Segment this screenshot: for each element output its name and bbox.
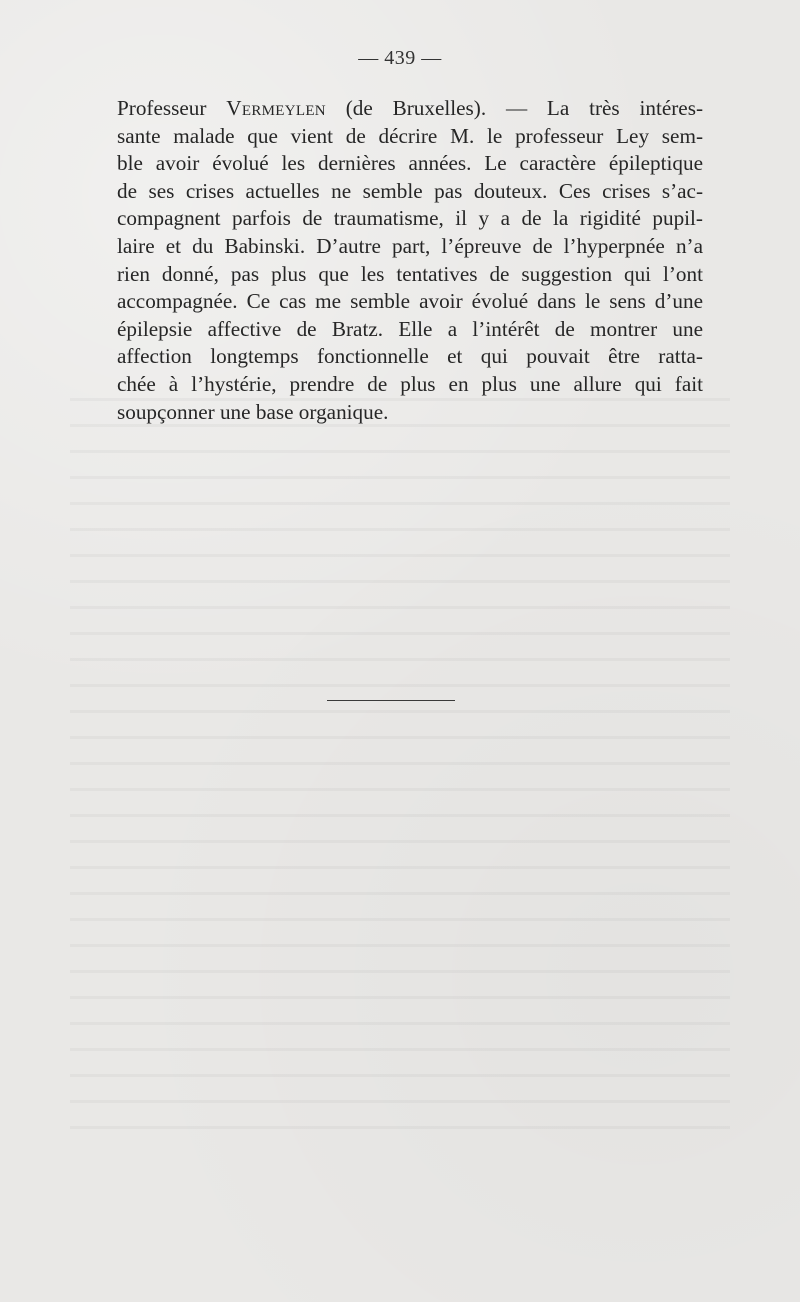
text-line: Professeur Vermeylen (de Bruxelles). — La très intéres- bbox=[117, 96, 704, 120]
page-number: — 439 — bbox=[358, 47, 442, 69]
text-line: accompagnée. Ce cas me semble avoir évolué dans le sens d’une bbox=[117, 289, 703, 314]
text-line: compagnent parfois de traumatisme, il y a de la rigidité pupil- bbox=[117, 206, 703, 231]
text-line: de ses crises actuelles ne semble pas douteux. Ces crises s’ac- bbox=[117, 178, 703, 203]
text-line: chée à l’hystérie, prendre de plus en plus une allure qui fait bbox=[117, 371, 703, 396]
text-line: épilepsie affective de Bratz. Elle a l’intérêt de montrer une bbox=[117, 316, 703, 341]
body-paragraph bbox=[82, 95, 703, 426]
text-line: ble avoir évolué les dernières années. Le caractère épileptique bbox=[117, 151, 703, 176]
text-line: laire et du Babinski. D’autre part, l’épreuve de l’hyperpnée n’a bbox=[117, 233, 703, 258]
text-line: affection longtemps fonctionnelle et qui pouvait être ratta- bbox=[117, 344, 703, 369]
author-name: Vermeylen bbox=[226, 96, 326, 120]
show-through-texture bbox=[70, 380, 730, 1150]
text-line: rien donné, pas plus que les tentatives de suggestion qui l’ont bbox=[117, 261, 703, 286]
text-line: soupçonner une base organique. bbox=[117, 399, 389, 424]
section-divider bbox=[327, 700, 455, 701]
text-line: sante malade que vient de décrire M. le professeur Ley sem- bbox=[117, 123, 703, 148]
